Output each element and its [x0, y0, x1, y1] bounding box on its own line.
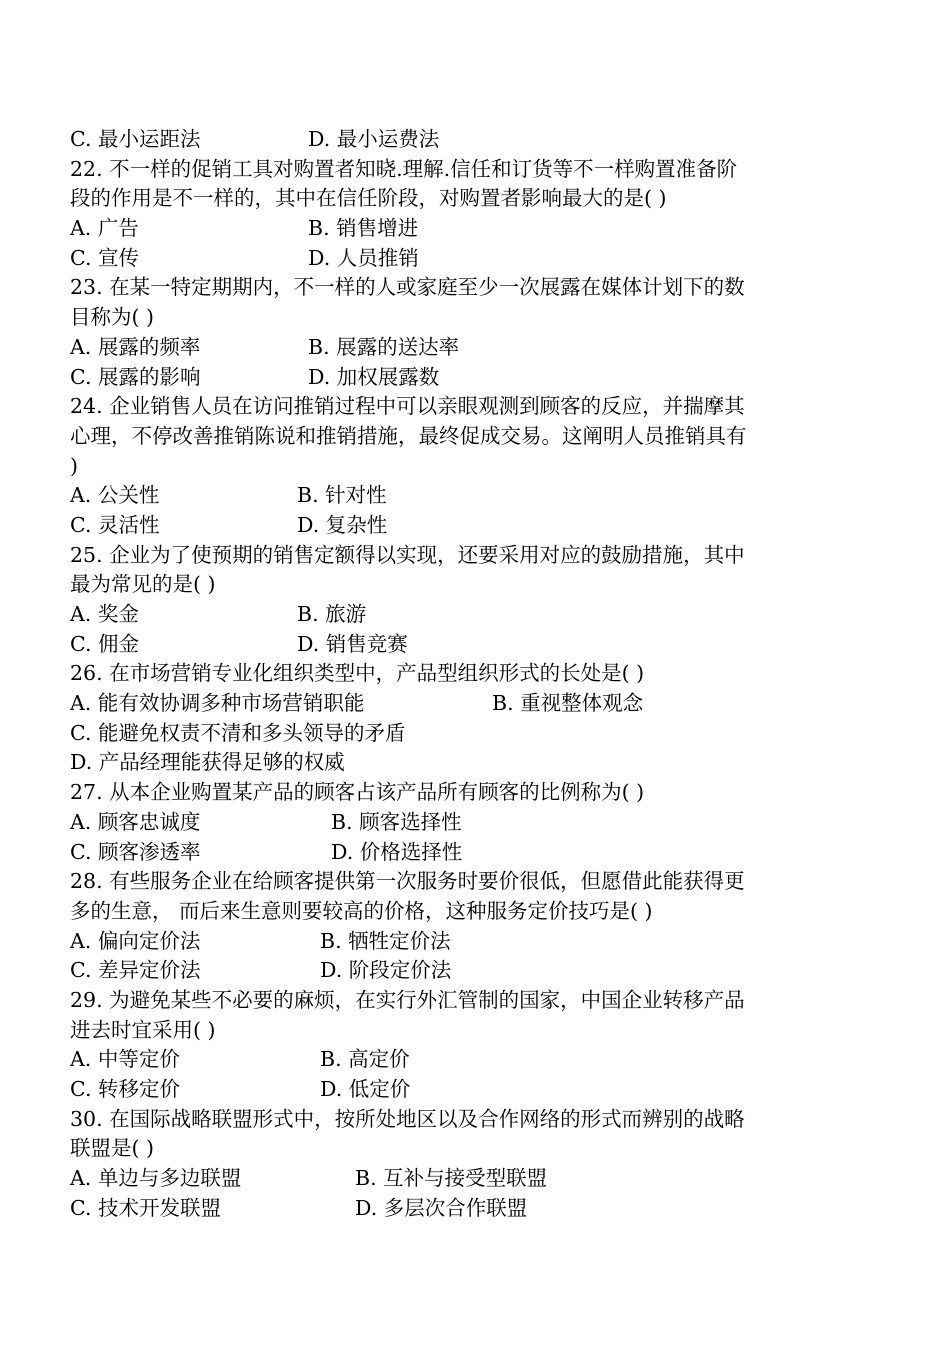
option-d: D. 产品经理能获得足够的权威: [70, 750, 345, 775]
option-row: [70, 808, 840, 838]
question-text: 24. 企业销售人员在访问推销过程中可以亲眼观测到顾客的反应，并揣摩其: [70, 394, 745, 419]
question-text: 26. 在市场营销专业化组织类型中，产品型组织形式的长处是( ): [70, 661, 645, 686]
option-d: D. 阶段定价法: [320, 958, 452, 983]
option-b: B. 牺牲定价法: [320, 928, 451, 953]
option-row: [70, 1075, 840, 1105]
option-row: [70, 125, 840, 155]
option-a: A. 中等定价: [70, 1047, 180, 1072]
option-c: C. 宣传: [70, 245, 139, 270]
option-d: D. 多层次合作联盟: [355, 1195, 528, 1220]
option-row: [70, 1194, 840, 1224]
option-c: C. 展露的影响: [70, 364, 201, 389]
option-d: D. 销售竞赛: [297, 631, 408, 656]
question-text: 25. 企业为了使预期的销售定额得以实现，还要采用对应的鼓励措施，其中: [70, 542, 745, 567]
option-c: C. 差异定价法: [70, 958, 201, 983]
question-text: 进去时宜采用( ): [70, 1017, 216, 1042]
question-text: ): [70, 453, 78, 478]
option-d: D. 低定价: [320, 1077, 411, 1101]
option-d: D. 价格选择性: [331, 839, 463, 864]
option-row: [70, 748, 840, 778]
option-b: B. 顾客选择性: [331, 809, 462, 834]
question-text: 段的作用是不一样的，其中在信任阶段，对购置者影响最大的是( ): [70, 186, 667, 211]
option-d: D. 最小运费法: [308, 127, 440, 151]
option-c: C. 灵活性: [70, 512, 160, 537]
option-row: [70, 511, 840, 541]
option-a: A. 顾客忠诚度: [70, 809, 201, 834]
option-d: D. 人员推销: [308, 245, 419, 270]
question-text: 目称为( ): [70, 305, 155, 330]
question-text: 30. 在国际战略联盟形式中，按所处地区以及合作网络的形式而辨别的战略: [70, 1106, 745, 1131]
option-row: [70, 838, 840, 868]
option-row: [70, 927, 840, 957]
question-text: 22. 不一样的促销工具对购置者知晓.理解.信任和订货等不一样购置准备阶: [70, 156, 738, 181]
option-b: B. 旅游: [297, 602, 367, 626]
option-c: C. 最小运距法: [70, 127, 201, 151]
option-b: B. 高定价: [320, 1047, 410, 1072]
question-text: 23. 在某一特定期期内，不一样的人或家庭至少一次展露在媒体计划下的数: [70, 275, 745, 300]
option-a: A. 展露的频率: [70, 334, 201, 359]
question-text: 29. 为避免某些不必要的麻烦，在实行外汇管制的国家，中国企业转移产品: [70, 987, 745, 1012]
question-text: 心理，不停改善推销陈说和推销措施，最终促成交易。这阐明人员推销具有: [70, 423, 747, 448]
option-row: [70, 333, 840, 363]
option-a: A. 公关性: [70, 483, 160, 508]
option-d: D. 加权展露数: [308, 364, 440, 389]
question-text: 多的生意， 而后来生意则要较高的价格，这种服务定价技巧是( ): [70, 898, 653, 923]
option-a: A. 广告: [70, 216, 139, 241]
option-row: [70, 1045, 840, 1075]
option-row: [70, 600, 840, 630]
option-row: [70, 630, 840, 660]
question-list: [70, 125, 840, 1223]
option-row: [70, 481, 840, 511]
option-c: C. 佣金: [70, 631, 139, 656]
option-b: B. 重视整体观念: [492, 691, 644, 716]
option-d: D. 复杂性: [297, 512, 388, 537]
option-row: [70, 1164, 840, 1194]
question-text: 最为常见的是( ): [70, 572, 216, 597]
option-row: [70, 689, 840, 719]
option-a: A. 奖金: [70, 602, 139, 626]
option-row: [70, 214, 840, 244]
option-c: C. 技术开发联盟: [70, 1195, 221, 1220]
option-row: [70, 719, 840, 749]
option-b: B. 互补与接受型联盟: [355, 1166, 548, 1191]
option-c: C. 顾客渗透率: [70, 839, 201, 864]
option-row: [70, 363, 840, 393]
question-text: 28. 有些服务企业在给顾客提供第一次服务时要价很低，但愿借此能获得更: [70, 869, 745, 894]
option-a: A. 能有效协调多种市场营销职能: [70, 691, 365, 716]
option-row: [70, 244, 840, 274]
option-c: C. 能避免权责不清和多头领导的矛盾: [70, 720, 406, 745]
option-b: B. 展露的送达率: [308, 334, 460, 359]
question-text: 27. 从本企业购置某产品的顾客占该产品所有顾客的比例称为( ): [70, 780, 645, 805]
option-b: B. 销售增进: [308, 216, 419, 241]
question-text: 联盟是( ): [70, 1136, 155, 1161]
option-row: [70, 956, 840, 986]
option-a: A. 偏向定价法: [70, 928, 201, 953]
option-c: C. 转移定价: [70, 1077, 180, 1101]
option-a: A. 单边与多边联盟: [70, 1166, 242, 1191]
option-b: B. 针对性: [297, 483, 387, 508]
